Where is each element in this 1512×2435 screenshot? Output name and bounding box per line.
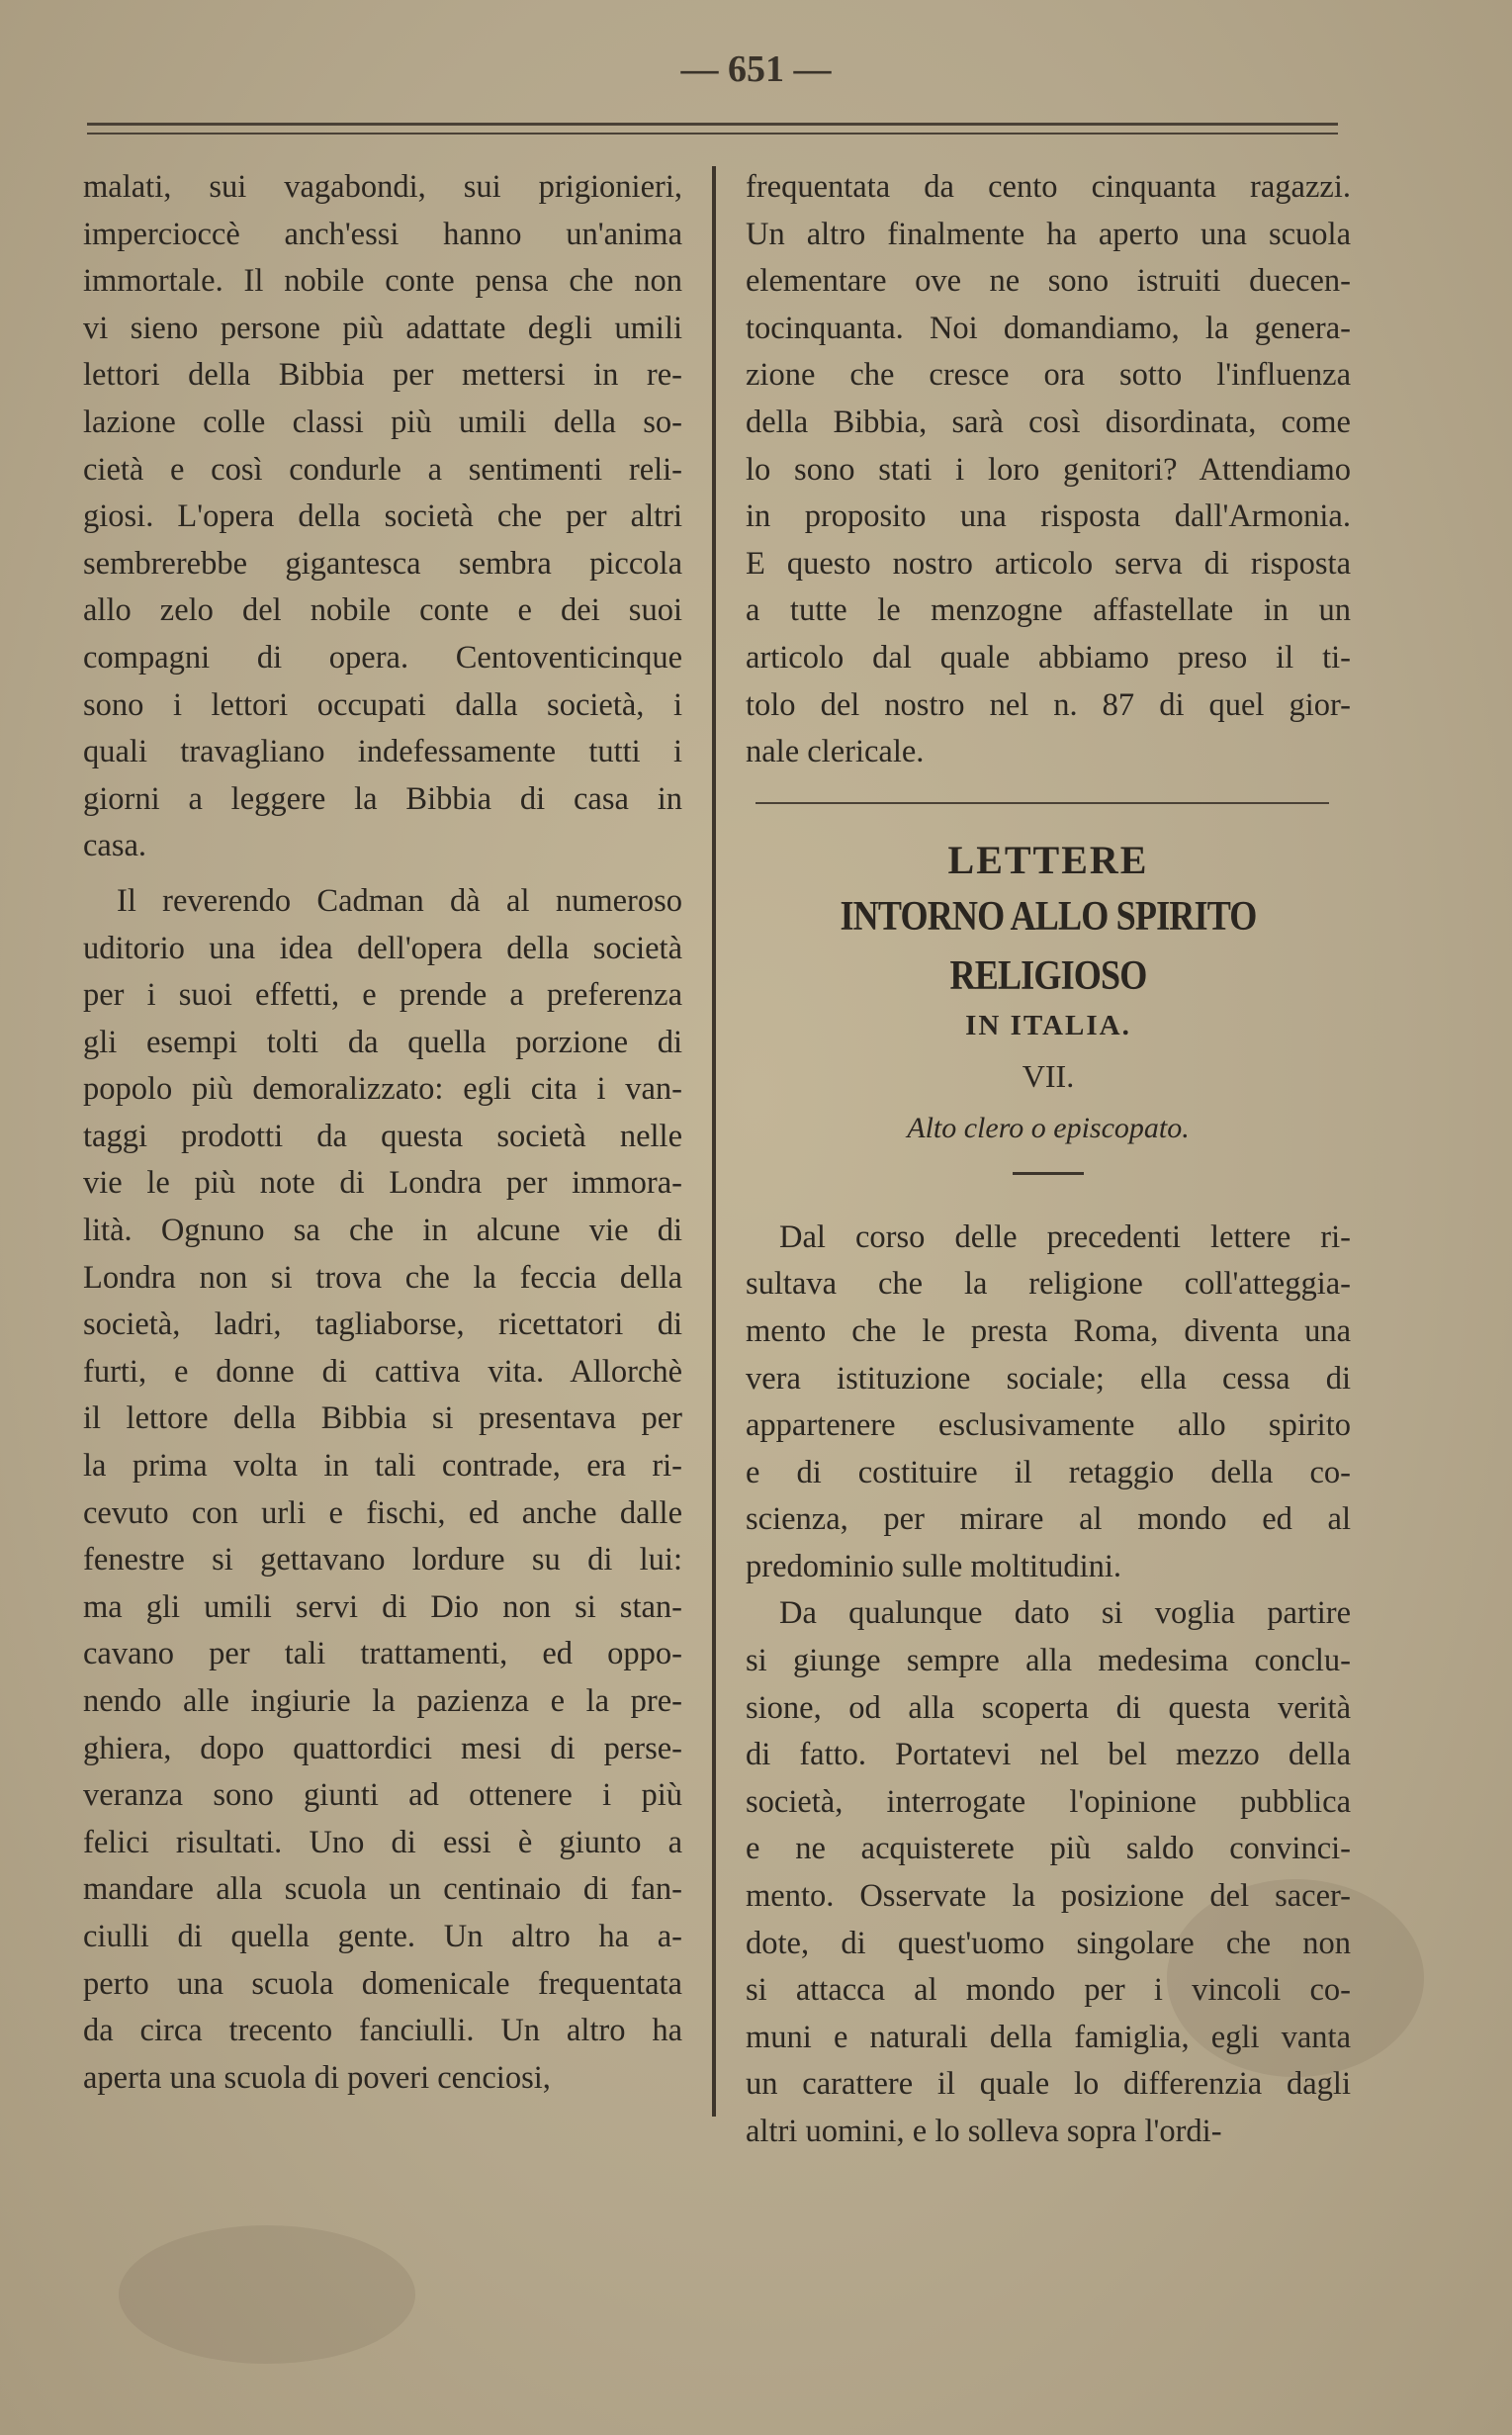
column-divider <box>712 166 716 2117</box>
text-line: mandare alla scuola un centinaio di fan- <box>83 1871 682 1908</box>
text-line: quali travagliano indefessamente tutti i <box>83 734 682 770</box>
text-line: da circa trecento fanciulli. Un altro ha <box>83 2013 682 2049</box>
text-line: di fatto. Portatevi nel bel mezzo della <box>746 1737 1351 1773</box>
text-line: la prima volta in tali contrade, era ri- <box>83 1448 682 1485</box>
text-line: vera istituzione sociale; ella cessa di <box>746 1360 1351 1397</box>
text-line: sione, od alla scoperta di questa verità <box>746 1689 1351 1726</box>
text-line: e di costituire il retaggio della co- <box>746 1454 1351 1490</box>
right-column <box>746 164 1351 2156</box>
text-line: si giunge sempre alla medesima conclu- <box>746 1643 1351 1679</box>
text-line: per i suoi effetti, e prende a preferenza <box>83 977 682 1014</box>
text-line: lettori della Bibbia per mettersi in re- <box>83 357 682 394</box>
text-line: cavano per tali trattamenti, ed oppo- <box>83 1636 682 1672</box>
left-paragraph-2 <box>83 878 682 2102</box>
text-line: casa. <box>83 828 147 864</box>
text-line: vie le più note di Londra per immora- <box>83 1165 682 1202</box>
text-line: mento. Osservate la posizione del sacer- <box>746 1878 1351 1915</box>
right-paragraph-2 <box>746 1215 1351 1591</box>
text-line: cevuto con urli e fischi, ed anche dalle <box>83 1494 682 1531</box>
text-line: felici risultati. Uno di essi è giunto a <box>83 1824 682 1860</box>
text-line: giosi. L'opera della società che per altri <box>83 498 682 535</box>
heading-rule <box>1013 1172 1084 1175</box>
text-line: lo sono stati i loro genitori? Attendiamo <box>746 451 1351 488</box>
text-line: nale clericale. <box>746 734 925 770</box>
right-paragraph-1 <box>746 164 1351 776</box>
text-line: Il reverendo Cadman dà al numeroso <box>117 882 682 919</box>
text-line: Da qualunque dato si voglia partire <box>779 1595 1351 1632</box>
text-line: elementare ove ne sono istruiti duecen- <box>746 263 1351 300</box>
text-line: lità. Ognuno sa che in alcune vie di <box>83 1213 682 1249</box>
text-line: Un altro finalmente ha aperto una scuola <box>746 216 1351 252</box>
page-number: — 651 — <box>680 48 832 90</box>
text-line: immortale. Il nobile conte pensa che non <box>83 263 682 300</box>
text-line: ciulli di quella gente. Un altro ha a- <box>83 1918 682 1954</box>
text-line: si attacca al mondo per i vincoli co- <box>746 1972 1351 2009</box>
text-line: uditorio una idea dell'opera della società <box>83 930 682 966</box>
text-line: Dal corso delle precedenti lettere ri- <box>779 1218 1351 1255</box>
text-line: sembrerebbe gigantesca sembra piccola <box>83 545 682 582</box>
text-line: taggi prodotti da questa società nelle <box>83 1118 682 1154</box>
text-line: un carattere il quale lo differenzia dagli <box>746 2066 1351 2103</box>
heading-country: IN ITALIA. <box>965 1009 1131 1041</box>
left-paragraph-1 <box>83 164 682 870</box>
text-line: veranza sono giunti ad ottenere i più <box>83 1777 682 1814</box>
text-line: mento che le presta Roma, diventa una <box>746 1312 1351 1349</box>
text-line: e ne acquisterete più saldo convinci- <box>746 1831 1351 1867</box>
text-line: frequentata da cento cinquanta ragazzi. <box>746 169 1351 205</box>
left-column <box>83 164 682 2102</box>
text-line: società, ladri, tagliaborse, ricettatori di <box>83 1307 682 1343</box>
text-line: impercioccè anch'essi hanno un'anima <box>83 216 682 252</box>
text-line: altri uomini, e lo solleva sopra l'ordi- <box>746 2114 1222 2149</box>
text-line: tolo del nostro nel n. 87 di quel gior- <box>746 686 1351 723</box>
text-line: malati, sui vagabondi, sui prigionieri, <box>83 169 682 205</box>
text-line: cietà e così condurle a sentimenti reli- <box>83 451 682 488</box>
text-line: allo zelo del nobile conte e dei suoi <box>83 592 682 629</box>
heading-lettere: LETTERE <box>947 837 1149 882</box>
text-line: articolo dal quale abbiamo preso il ti- <box>746 639 1351 676</box>
text-line: muni e naturali della famiglia, egli vanta <box>746 2019 1351 2055</box>
text-line: popolo più demoralizzato: egli cita i van- <box>83 1071 682 1108</box>
text-line: furti, e donne di cattiva vita. Allorchè <box>83 1353 682 1390</box>
text-line: sultava che la religione coll'atteggia- <box>746 1266 1351 1303</box>
text-line: lazione colle classi più umili della so- <box>83 404 682 440</box>
text-line: perto una scuola domenicale frequentata <box>83 1965 682 2002</box>
text-line: fenestre si gettavano lordure su di lui: <box>83 1542 682 1578</box>
text-line: gli esempi tolti da quella porzione di <box>83 1024 682 1060</box>
text-line: zione che cresce ora sotto l'influenza <box>746 357 1351 394</box>
text-line: ghiera, dopo quattordici mesi di perse- <box>83 1730 682 1766</box>
text-line: nendo alle ingiurie la pazienza e la pre- <box>83 1683 682 1719</box>
article-heading <box>746 834 1351 1175</box>
text-line: E questo nostro articolo serva di risposta <box>746 545 1351 582</box>
right-paragraph-3 <box>746 1590 1351 2155</box>
header-rule <box>87 123 1338 135</box>
text-line: in proposito una risposta dall'Armonia. <box>746 498 1351 535</box>
text-line: predominio sulle moltitudini. <box>746 1548 1122 1584</box>
heading-subtitle: Alto clero o episcopato. <box>907 1111 1190 1144</box>
text-line: giorni a leggere la Bibbia di casa in <box>83 780 682 817</box>
paper-stain <box>119 2225 415 2364</box>
text-line: dote, di quest'uomo singolare che non <box>746 1925 1351 1961</box>
section-rule <box>756 802 1329 804</box>
text-line: vi sieno persone più adattate degli umili <box>83 310 682 346</box>
heading-subject: INTORNO ALLO SPIRITO RELIGIOSO <box>840 893 1257 999</box>
heading-number: VII. <box>1022 1057 1075 1094</box>
text-line: compagni di opera. Centoventicinque <box>83 639 682 676</box>
text-line: ma gli umili servi di Dio non si stan- <box>83 1588 682 1625</box>
text-line: scienza, per mirare al mondo ed al <box>746 1501 1351 1538</box>
text-line: società, interrogate l'opinione pubblica <box>746 1783 1351 1820</box>
text-line: appartenere esclusivamente allo spirito <box>746 1407 1351 1444</box>
text-line: aperta una scuola di poveri cenciosi, <box>83 2059 551 2096</box>
text-line: tocinquanta. Noi domandiamo, la genera- <box>746 310 1351 346</box>
text-line: a tutte le menzogne affastellate in un <box>746 592 1351 629</box>
text-line: Londra non si trova che la feccia della <box>83 1259 682 1296</box>
text-line: il lettore della Bibbia si presentava per <box>83 1400 682 1437</box>
text-line: della Bibbia, sarà così disordinata, come <box>746 404 1351 440</box>
text-line: sono i lettori occupati dalla società, i <box>83 686 682 723</box>
